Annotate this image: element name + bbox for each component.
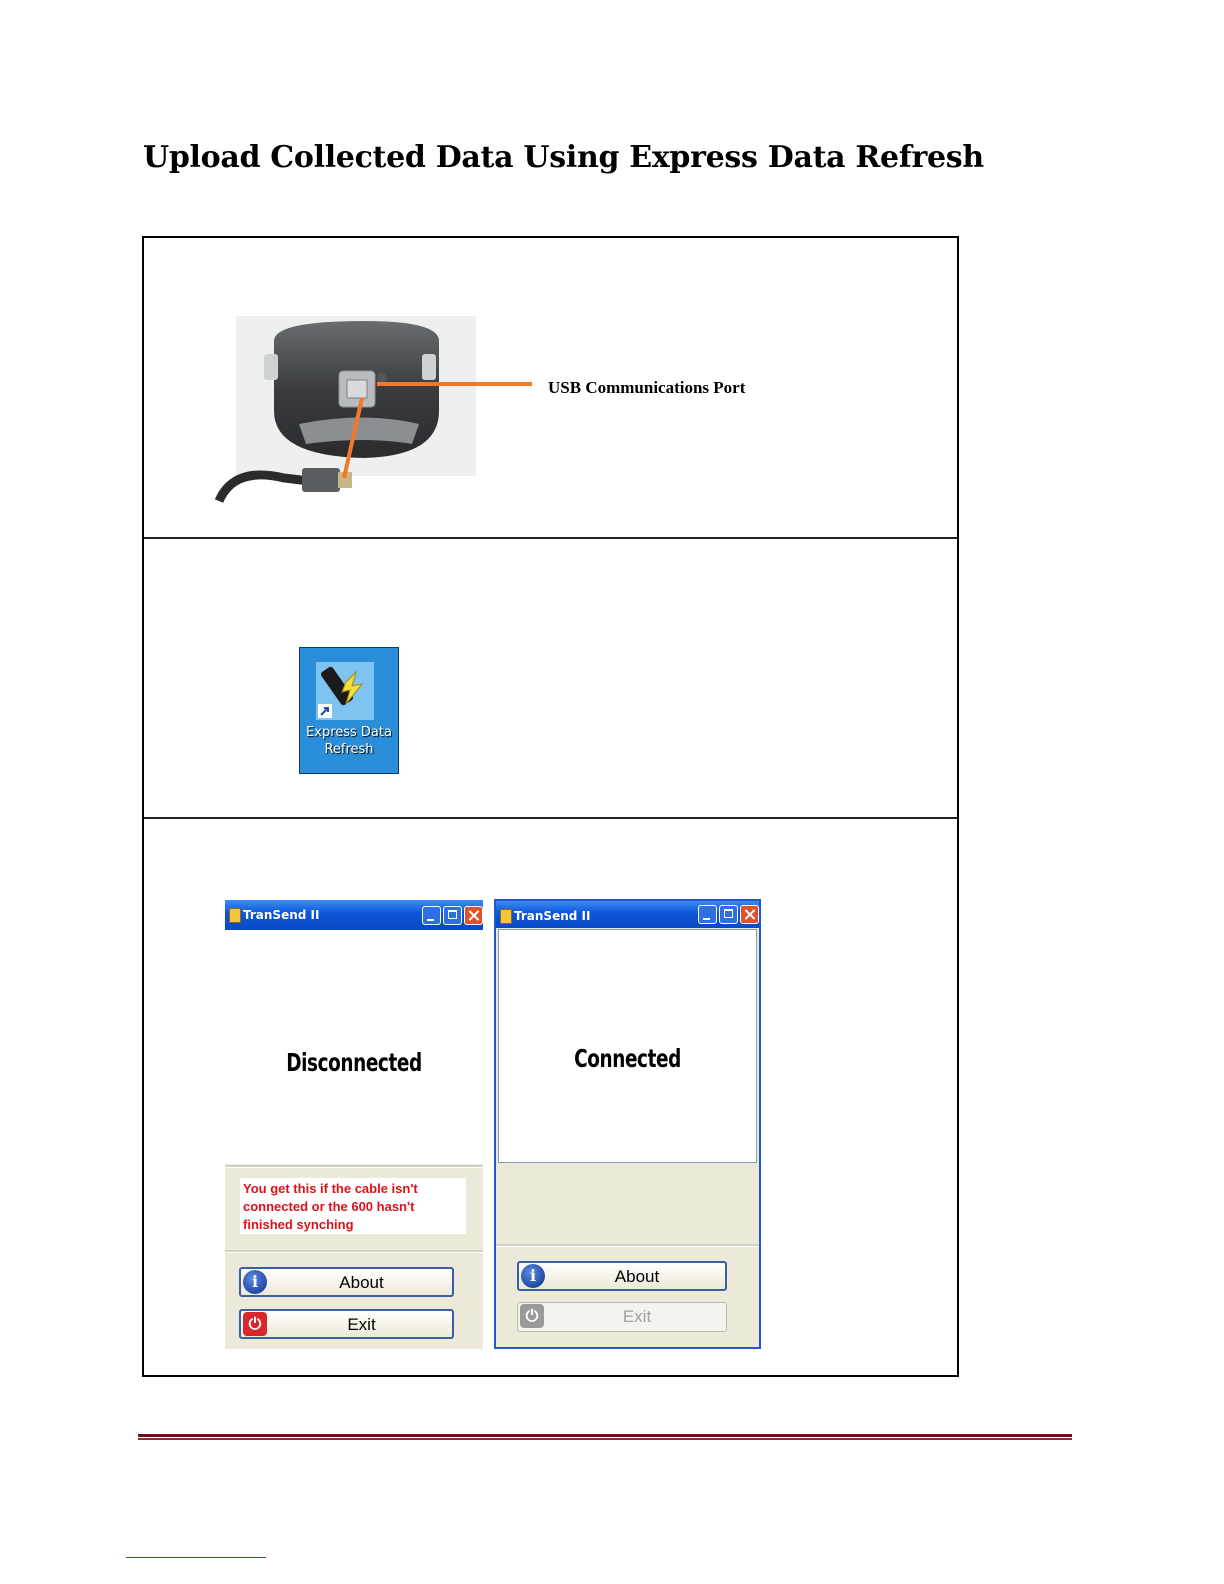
step-row-usb-port [144, 238, 957, 539]
divider [225, 1250, 483, 1253]
power-icon: ⏻ [520, 1304, 544, 1328]
step-row-transend [144, 819, 957, 1375]
footer-link-underline [126, 1557, 266, 1558]
about-button[interactable] [517, 1261, 727, 1291]
exit-button[interactable] [239, 1309, 454, 1339]
status-panel [225, 930, 483, 1164]
close-icon[interactable] [464, 906, 483, 925]
app-icon [229, 908, 241, 923]
cable-note: You get this if the cable isn't connected or the 600 hasn't finished synching [240, 1178, 466, 1234]
device-usb-photo [214, 316, 484, 508]
shortcut-label-line1: Express Data [306, 725, 392, 740]
express-data-refresh-shortcut[interactable] [299, 647, 399, 774]
about-button-label: About [614, 1267, 660, 1286]
maximize-icon[interactable] [719, 905, 738, 924]
about-button[interactable] [239, 1267, 454, 1297]
footer-rule [138, 1434, 1072, 1440]
info-icon: i [243, 1270, 267, 1294]
exit-button-label: Exit [347, 1315, 376, 1334]
status-text: Disconnected [286, 1048, 422, 1077]
step-row-shortcut [144, 539, 957, 819]
shortcut-label [300, 724, 398, 758]
window-title: TranSend II [514, 909, 591, 923]
power-icon: ⏻ [243, 1312, 267, 1336]
transend-window-connected [494, 899, 761, 1349]
shortcut-label-line2: Refresh [324, 742, 374, 757]
minimize-icon[interactable] [698, 905, 717, 924]
minimize-icon[interactable] [422, 906, 441, 925]
port-pointer-line [466, 381, 546, 387]
express-data-refresh-icon [316, 662, 374, 720]
status-text: Connected [574, 1044, 681, 1073]
about-button-label: About [339, 1273, 384, 1292]
divider [225, 1165, 483, 1168]
exit-button[interactable] [517, 1302, 727, 1332]
exit-button-label: Exit [622, 1307, 652, 1326]
usb-port-label: USB Communications Port [548, 378, 746, 397]
steps-table [142, 236, 959, 1377]
page-title: Upload Collected Data Using Express Data Refresh [143, 140, 984, 175]
status-panel [498, 929, 757, 1163]
divider [496, 1244, 759, 1247]
maximize-icon[interactable] [443, 906, 462, 925]
title-bar [225, 900, 483, 930]
title-bar [496, 901, 759, 928]
info-icon: i [521, 1264, 545, 1288]
transend-window-disconnected [225, 900, 483, 1349]
close-icon[interactable] [740, 905, 759, 924]
app-icon [500, 909, 512, 924]
window-title: TranSend II [243, 908, 320, 922]
